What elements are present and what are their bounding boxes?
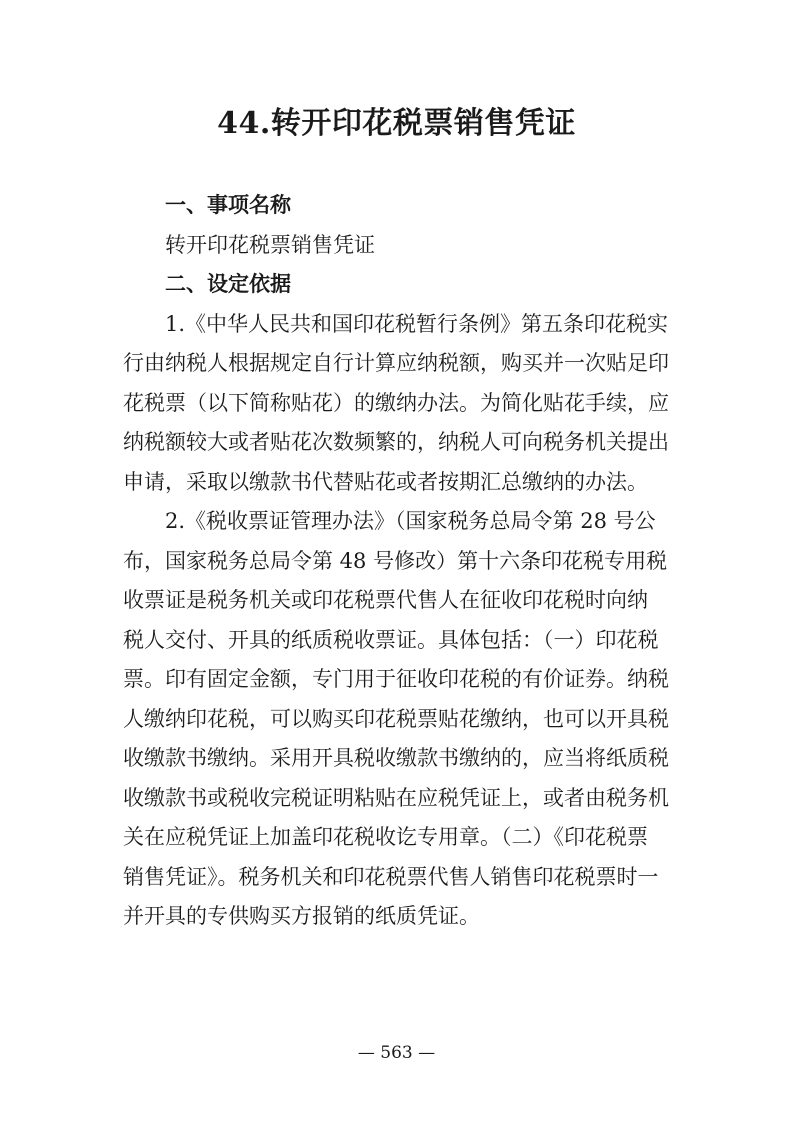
- paragraph-line: 税人交付、开具的纸质税收票证。具体包括：（一）印花税: [123, 627, 659, 652]
- page-number: — 563 —: [357, 1043, 436, 1063]
- document-body: [123, 186, 676, 937]
- paragraph-line: 收缴款书缴纳。采用开具税收缴款书缴纳的，应当将纸质税: [123, 746, 669, 770]
- paragraph-line: 并开具的专供购买方报销的纸质凭证。: [123, 904, 480, 928]
- paragraph-line: 关在应税凭证上加盖印花税收讫专用章。（二）《印花税票: [123, 825, 648, 849]
- paragraph-line: 1.《中华人民共和国印花税暂行条例》第五条印花税实: [165, 311, 669, 336]
- paragraph-2: [123, 502, 676, 937]
- paragraph-line: 行由纳税人根据规定自行计算应纳税额，购买并一次贴足印: [123, 351, 669, 375]
- paragraph-1: [123, 305, 676, 503]
- item-name-text: 转开印花税票销售凭证: [165, 232, 375, 257]
- paragraph-line: 人缴纳印花税，可以购买印花税票贴花缴纳，也可以开具税: [123, 706, 669, 731]
- paragraph-line: 销售凭证》。税务机关和印花税票代售人销售印花税票时一: [123, 864, 659, 889]
- paragraph-line: 收票证是税务机关或印花税票代售人在征收印花税时向纳: [123, 588, 648, 612]
- paragraph-line: 纳税额较大或者贴花次数频繁的，纳税人可向税务机关提出: [123, 430, 669, 454]
- paragraph-line: 2.《税收票证管理办法》（国家税务总局令第 28 号公: [165, 509, 656, 533]
- paragraph-line: 花税票（以下简称贴花）的缴纳办法。为简化贴花手续，应: [123, 390, 669, 415]
- document-title: 44.转开印花税票销售凭证: [217, 106, 576, 141]
- paragraph-line: 票。印有固定金额，专门用于征收印花税的有价证券。纳税: [123, 667, 669, 691]
- section-heading-item-name: 一、事项名称: [165, 193, 291, 217]
- paragraph-line: 申请，采取以缴款书代替贴花或者按期汇总缴纳的办法。: [123, 469, 648, 494]
- paragraph-line: 收缴款书或税收完税证明粘贴在应税凭证上，或者由税务机: [123, 785, 669, 810]
- paragraph-line: 布，国家税务总局令第 48 号修改）第十六条印花税专用税: [123, 548, 668, 573]
- section-heading-legal-basis: 二、设定依据: [165, 272, 291, 296]
